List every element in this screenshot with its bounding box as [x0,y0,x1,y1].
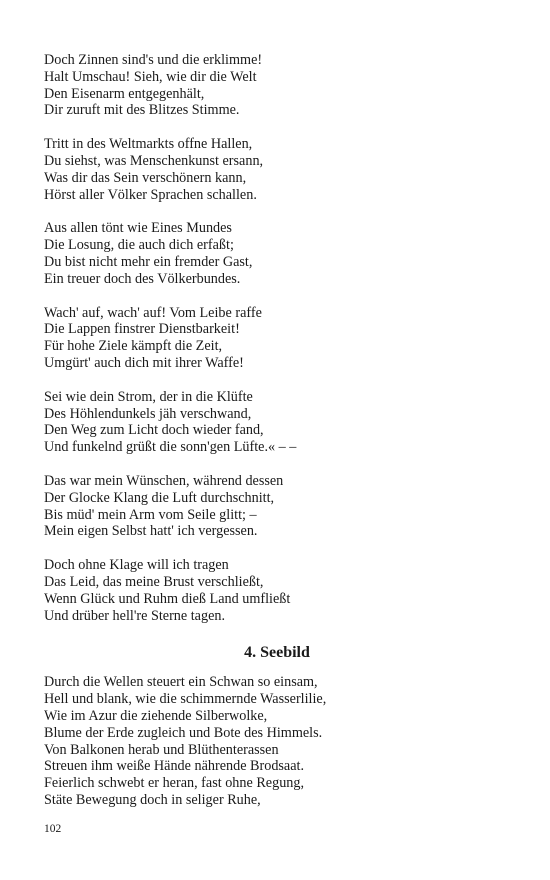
poem-line: Wenn Glück und Ruhm dieß Land umfließt [44,590,291,607]
poem-line: Aus allen tönt wie Eines Mundes [44,220,232,237]
stanza-7 [44,557,510,624]
poem-line: Was dir das Sein verschönern kann, [44,169,247,186]
verse-line: Hell und blank, wie die schimmernde Wasserlilie, [44,691,327,708]
poem-line: Die Lappen finstrer Dienstbarkeit! [44,321,240,338]
poem-line: Und drüber hell're Sterne tagen. [44,607,226,624]
stanza-6 [44,473,510,540]
page-number: 102 [44,823,62,835]
stanza-5 [44,389,510,456]
verse-line: Streuen ihm weiße Hände nährende Brodsaat. [44,758,305,775]
verse-line: Feierlich schwebt er heran, fast ohne Regung, [44,775,305,792]
verse-line: Durch die Wellen steuert ein Schwan so einsam, [44,674,318,691]
verse-line: Blume der Erde zugleich und Bote des Himmels. [44,724,323,741]
poem-line: Den Weg zum Licht doch wieder fand, [44,422,264,439]
poem-line: Hörst aller Völker Sprachen schallen. [44,186,257,203]
stanza-1 [44,52,510,119]
poem-line: Halt Umschau! Sieh, wie dir die Welt [44,68,257,85]
poem-line: Mein eigen Selbst hatt' ich vergessen. [44,523,258,540]
poem-page [44,52,510,809]
poem-line: Des Höhlendunkels jäh verschwand, [44,405,252,422]
poem-line: Der Glocke Klang die Luft durchschnitt, [44,489,275,506]
stanza-3 [44,220,510,287]
poem-line: Doch Zinnen sind's und die erklimme! [44,52,263,68]
poem-line: Wach' auf, wach' auf! Vom Leibe raffe [44,304,262,321]
poem-line: Für hohe Ziele kämpft die Zeit, [44,338,223,355]
poem-line: Sei wie dein Strom, der in die Klüfte [44,388,253,405]
stanza-2 [44,136,510,203]
poem-line: Den Eisenarm entgegenhält, [44,85,205,102]
poem-line: Du bist nicht mehr ein fremder Gast, [44,253,253,270]
poem-line: Tritt in des Weltmarkts offne Hallen, [44,136,253,153]
poem-line: Bis müd' mein Arm vom Seile glitt; – [44,506,257,523]
poem-line: Und funkelnd grüßt die sonn'gen Lüfte.« – – [44,439,297,456]
poem-line: Das Leid, das meine Brust verschließt, [44,573,264,590]
verse-line: Wie im Azur die ziehende Silberwolke, [44,707,268,724]
poem-line: Das war mein Wünschen, während dessen [44,472,284,489]
poem-line: Umgürt' auch dich mit ihrer Waffe! [44,354,244,371]
poem-line: Die Losung, die auch dich erfaßt; [44,237,234,254]
section-title: 4. Seebild [244,644,310,662]
verse-line: Von Balkonen herab und Blüthenterassen [44,741,279,758]
poem-line: Dir zuruft mit des Blitzes Stimme. [44,102,240,119]
poem-line: Du siehst, was Menschenkunst ersann, [44,152,264,169]
poem-line: Doch ohne Klage will ich tragen [44,557,229,574]
section-body [44,674,510,808]
verse-line: Stäte Bewegung doch in seliger Ruhe, [44,791,261,808]
poem-line: Ein treuer doch des Völkerbundes. [44,270,241,287]
stanza-4 [44,305,510,372]
